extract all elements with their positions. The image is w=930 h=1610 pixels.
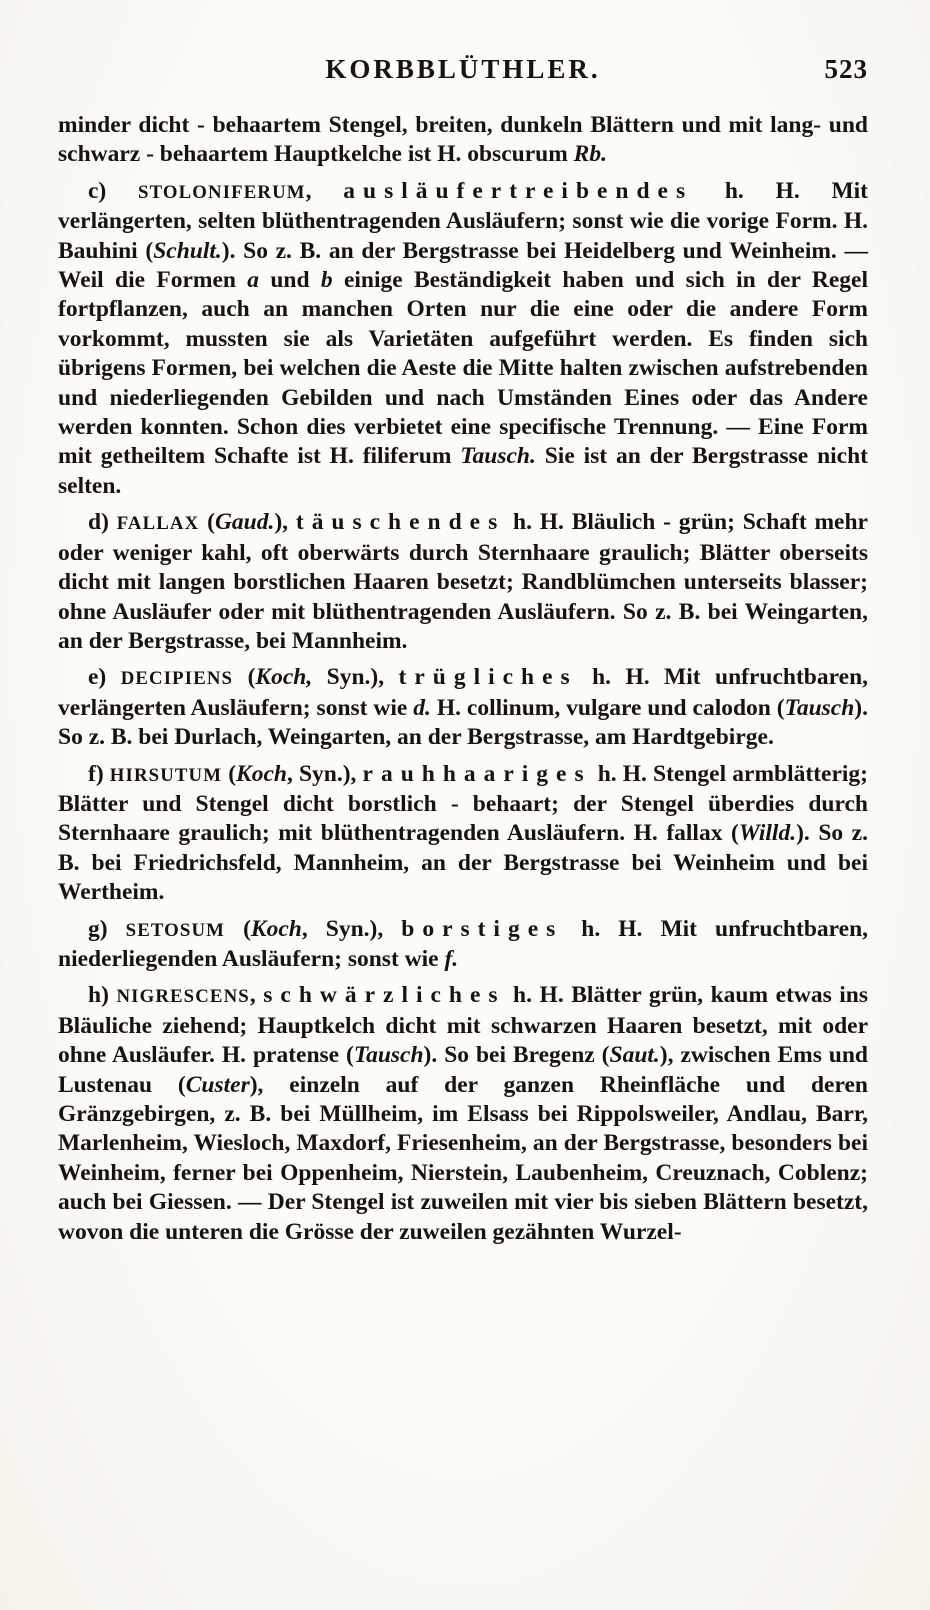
text-segment: STOLONIFERUM	[138, 181, 306, 203]
text-segment: , Syn.),	[286, 760, 363, 787]
paragraph	[58, 915, 868, 975]
text-segment: Koch,	[255, 664, 313, 691]
text-segment: h. H. Stengel armblätterig; Blätter und Stengel dicht borstlich - behaart; der Stengel überdies durch Sternhaare graulich; mit blüthentragenden Ausläufern. H. fallax (	[58, 760, 868, 847]
text-segment: Schult.	[153, 237, 222, 264]
text-segment: ),	[274, 509, 296, 536]
running-head: KORBBLÜTHLER.	[325, 54, 601, 84]
text-segment: minder dicht - behaartem Stengel, breiten, dunkeln Blättern und mit lang- und schwarz - behaartem Hauptkelche ist H. obscurum	[58, 112, 868, 168]
text-segment: täuschendes	[295, 509, 506, 536]
text-segment: h. H. Blätter grün, kaum etwas ins Bläuliche ziehend; Hauptkelch dicht mit schwarzen Haaren besetzt, mit oder ohne Ausläufer. H. pratense (	[58, 982, 868, 1069]
text-segment: Syn.),	[312, 664, 399, 691]
text-segment: (	[199, 509, 215, 536]
text-block	[58, 111, 868, 1247]
text-segment: ). So bei Bregenz (	[423, 1042, 610, 1069]
text-segment: f.	[444, 945, 459, 972]
text-segment: , Syn.),	[301, 915, 402, 942]
text-segment: h. H. Mit unfruchtbaren, verlängerten Ausläufern; sonst wie	[58, 664, 869, 721]
text-segment: ), einzeln auf der ganzen Rheinfläche und deren Gränzgebirgen, z. B. bei Müllheim, im Elsass bei Rippolsweiler, Andlau, Barr, Marlenheim, Wiesloch, Maxdorf, Friesenheim, an der Bergstrasse, besonders bei Weinheim, ferner bei Oppenheim, Nierstein, Laubenheim, Creuznach, Coblenz; auch bei Giessen. — Der Stengel ist zuweilen mit vier bis sieben Blättern besetzt, wovon die unteren die Grösse der zuweilen gezähnten Wurzel-	[58, 1071, 868, 1245]
text-segment: ), zwischen Ems und Lustenau (	[58, 1042, 869, 1098]
text-segment: Custer	[185, 1071, 250, 1098]
page-header	[58, 54, 868, 85]
text-segment: Willd.	[738, 820, 797, 847]
text-segment: h. H. Mit verlängerten, selten blüthentragenden Ausläufern; sonst wie die vorige Form. H. Bauhini (	[58, 177, 868, 264]
text-segment: h)	[88, 982, 117, 1009]
text-segment: b	[320, 267, 333, 294]
text-segment: Saut.	[609, 1042, 660, 1069]
text-segment: ,	[249, 982, 264, 1009]
paragraph	[58, 111, 868, 170]
text-segment: (	[225, 915, 251, 942]
text-segment: NIGRESCENS	[116, 986, 250, 1008]
text-segment: Rb.	[573, 141, 607, 168]
page-number: 523	[824, 54, 868, 84]
paragraph	[58, 663, 868, 752]
text-segment: ). So z. B. bei Durlach, Weingarten, an der Bergstrasse, am Hardtgebirge.	[58, 694, 868, 751]
text-segment: (	[222, 760, 237, 787]
text-segment: borstiges	[401, 915, 564, 942]
text-segment: ,	[305, 177, 344, 204]
text-segment: c)	[88, 177, 139, 204]
text-segment: h. H. Bläulich - grün; Schaft mehr oder weniger kahl, oft oberwärts durch Sternhaare graulich; Blätter oberseits dicht mit langen borstlichen Haaren besetzt; Randblümchen unterseits blasser; ohne Ausläufer oder mit blüthentragenden Ausläufern. So z. B. bei Weingarten, an der Bergstrasse, bei Mannheim.	[58, 509, 868, 654]
paragraph	[58, 760, 868, 908]
text-segment: HIRSUTUM	[109, 764, 223, 786]
text-segment: Gaud.	[214, 509, 275, 536]
paragraph	[58, 981, 868, 1247]
text-segment: Koch	[236, 760, 287, 787]
text-segment: a	[247, 267, 260, 294]
text-segment: Sie ist an der Bergstrasse nicht selten.	[58, 443, 868, 499]
text-segment: H. collinum, vulgare und calodon (	[430, 694, 785, 721]
text-segment: schwärzliches	[263, 982, 506, 1009]
text-segment: Tausch.	[460, 443, 536, 470]
text-segment: trügliches	[398, 664, 578, 691]
text-segment: g)	[88, 915, 126, 942]
paragraph	[58, 508, 868, 656]
text-segment: f)	[88, 760, 110, 787]
text-segment: (	[233, 664, 256, 691]
text-segment: einige Beständigkeit haben und sich in der Regel fortpflanzen, auch an manchen Orten nur die eine oder die andere Form vorkommt, mussten sie als Varietäten aufgeführt werden. Es finden sich übrigens Formen, bei welchen die Aeste die Mitte halten zwischen aufstrebenden und niederliegenden Gebilden und nach Umständen Eines oder das Andere werden konnten. Schon dies verbietet eine specifische Trennung. — Eine Form mit getheiltem Schafte ist H. filiferum	[58, 267, 868, 470]
text-segment: h. H. Mit unfruchtbaren, niederliegenden Ausläufern; sonst wie	[58, 915, 869, 972]
text-segment: DECIPIENS	[120, 668, 234, 690]
text-segment: e)	[88, 664, 121, 691]
text-segment: rauhhaariges	[362, 760, 592, 787]
text-segment: d)	[88, 509, 117, 536]
text-segment: SETOSUM	[125, 919, 226, 941]
text-segment: und	[259, 267, 321, 294]
paragraph	[58, 177, 868, 501]
text-segment: FALLAX	[116, 513, 200, 535]
text-segment: d.	[413, 694, 431, 721]
text-segment: ausläufertreibendes	[343, 177, 694, 204]
text-segment: ). So z. B. an der Bergstrasse bei Heidelberg und Weinheim. — Weil die Formen	[58, 237, 868, 294]
text-segment: ). So z. B. bei Friedrichsfeld, Mannheim, an der Bergstrasse bei Weinheim und bei Wertheim.	[58, 820, 868, 906]
text-segment: Tausch	[784, 694, 855, 721]
text-segment: Tausch	[353, 1042, 424, 1069]
text-segment: Koch	[250, 915, 302, 942]
